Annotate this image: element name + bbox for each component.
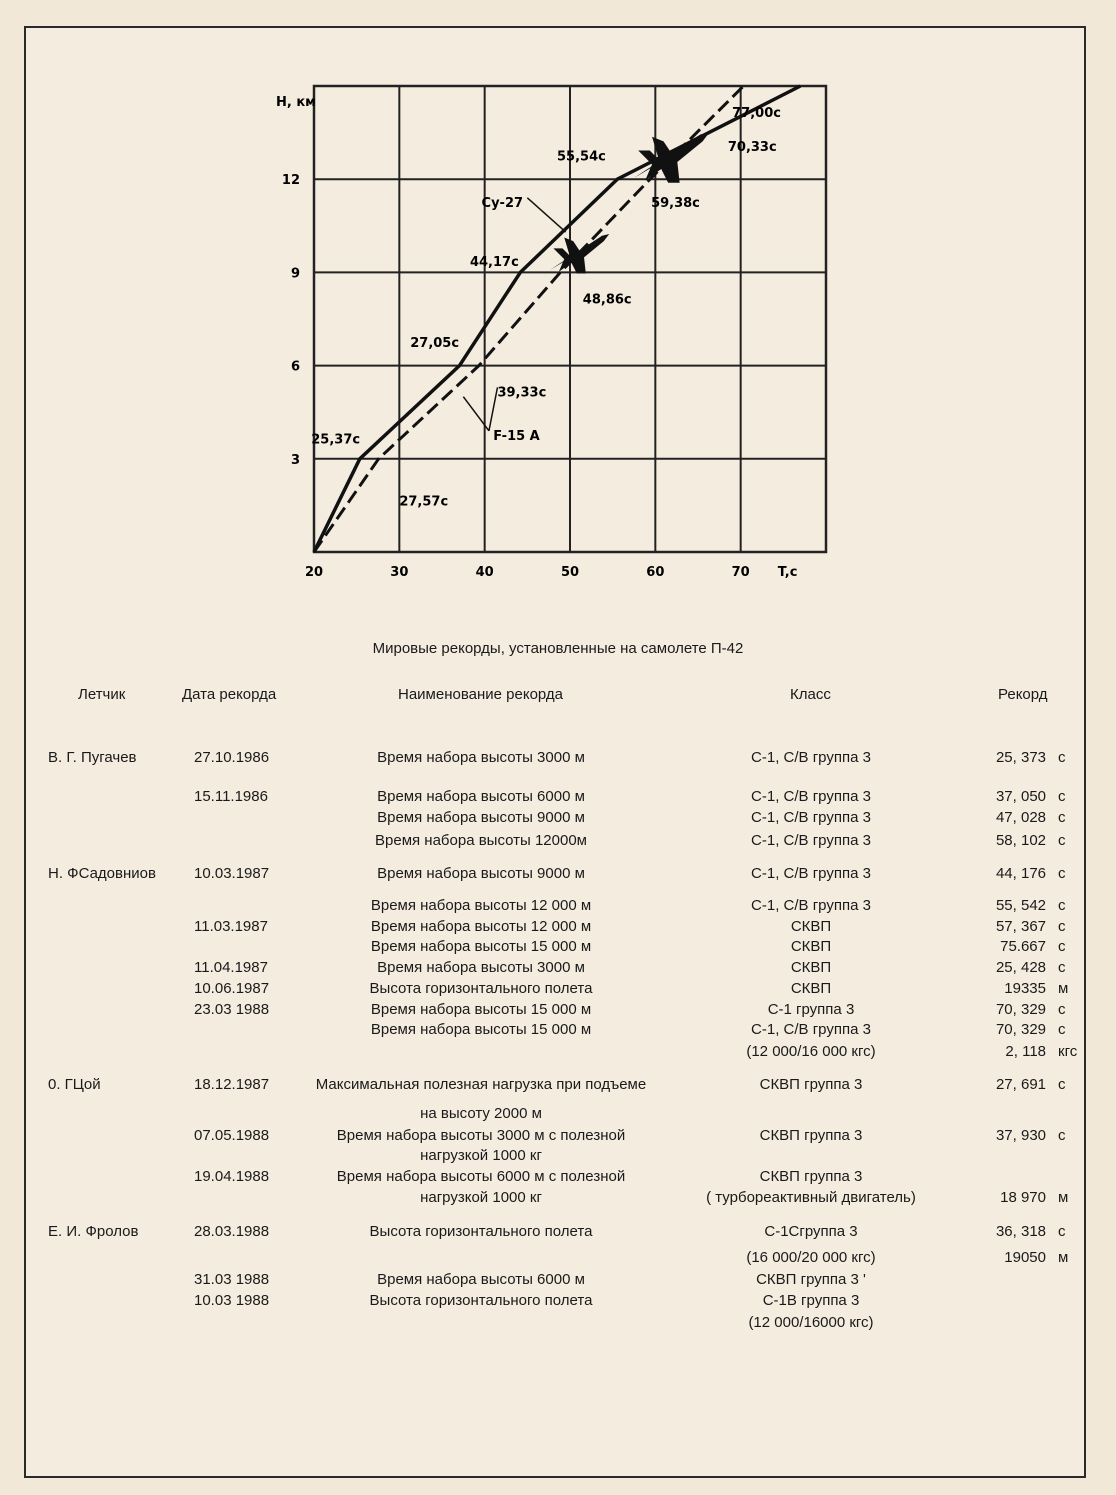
cell-record-value: 44, 176 (995, 865, 1046, 882)
cell-class: С-1, С/В группа 3 (751, 749, 871, 766)
header-pilot: Летчик (78, 686, 126, 703)
cell-date: 31.03 1988 (194, 1271, 270, 1288)
cell-record-value: 25, 373 (995, 749, 1046, 766)
cell-record-value: 18 970 (1000, 1189, 1046, 1206)
cell-record-unit: м (1058, 1249, 1069, 1266)
cell-record-name: Время набора высоты 12 000 м (370, 897, 592, 914)
y-tick-label: 6 (290, 359, 300, 375)
cell-class: С-1, С/В группа 3 (751, 1021, 871, 1038)
cell-date: 23.03 1988 (194, 1001, 270, 1018)
cell-record-value: 19050 (1004, 1249, 1046, 1266)
cell-record-unit: с (1058, 1021, 1066, 1038)
cell-pilot: Н. ФСадовниов (48, 865, 156, 882)
header-name: Наименование рекорда (398, 686, 563, 703)
chart-annotation: 25,37с (311, 432, 361, 448)
cell-class: СКВП (790, 980, 832, 997)
header-date: Дата рекорда (182, 686, 277, 703)
chart-annotation: 27,57с (399, 494, 449, 510)
cell-record-unit: с (1058, 959, 1066, 976)
cell-record-name: Время набора высоты 3000 м (377, 959, 585, 976)
cell-record-value: 70, 329 (995, 1021, 1046, 1038)
cell-record-name: на высоту 2000 м (420, 1105, 542, 1122)
cell-record-value: 55, 542 (995, 897, 1046, 914)
x-tick-label: 20 (304, 565, 324, 580)
cell-record-name: Время набора высоты 6000 м (377, 1271, 585, 1288)
y-axis-label: H, км (276, 95, 316, 110)
cell-record-unit: с (1058, 897, 1066, 914)
cell-class: СКВП (790, 918, 832, 935)
cell-class: ( турбореактивный двигатель) (706, 1189, 916, 1206)
cell-date: 18.12.1987 (194, 1076, 270, 1093)
cell-record-unit: с (1058, 1127, 1066, 1144)
cell-record-name: Высота горизонтального полета (369, 1292, 593, 1309)
x-tick-label: 70 (731, 565, 750, 580)
cell-date: 07.05.1988 (194, 1127, 270, 1144)
cell-record-unit: с (1058, 788, 1066, 805)
cell-record-name: Время набора высоты 12000м (375, 832, 587, 849)
cell-class: С-1, С/В группа 3 (751, 865, 871, 882)
cell-record-value: 75.667 (1000, 938, 1046, 955)
cell-record-name: Время набора высоты 3000 м (377, 749, 585, 766)
cell-record-name: нагрузкой 1000 кг (420, 1189, 542, 1206)
y-tick-label: 12 (281, 173, 300, 189)
cell-record-name: Время набора высоты 6000 м с полезной (336, 1168, 626, 1185)
cell-record-name: Время набора высоты 9000 м (377, 809, 585, 826)
cell-class: СКВП группа 3 (759, 1168, 863, 1185)
cell-class: СКВП (790, 959, 832, 976)
chart-annotation: 77,00с (732, 106, 781, 122)
chart-annotation: 44,17с (469, 255, 519, 271)
cell-class: С-1, С/В группа 3 (751, 832, 871, 849)
cell-record-unit: м (1058, 1189, 1069, 1206)
cell-record-unit: с (1058, 1223, 1066, 1240)
cell-record-name: Время набора высоты 15 000 м (370, 938, 592, 955)
cell-record-name: Время набора высоты 3000 м с полезной (336, 1127, 626, 1144)
cell-class: СКВП группа 3 ' (756, 1271, 866, 1288)
cell-class: (12 000/16000 кгс) (748, 1314, 874, 1331)
cell-record-name: Время набора высоты 6000 м (377, 788, 585, 805)
cell-date: 19.04.1988 (194, 1168, 270, 1185)
cell-record-name: Время набора высоты 9000 м (377, 865, 585, 882)
x-tick-label: 30 (390, 565, 409, 580)
x-axis-label: T,c (777, 565, 798, 580)
climb-chart (270, 70, 850, 610)
chart-svg (270, 70, 850, 610)
x-tick-label: 40 (475, 565, 494, 580)
chart-annotation: F-15 A (493, 429, 540, 445)
cell-date: 27.10.1986 (194, 749, 270, 766)
cell-pilot: 0. ГЦой (48, 1076, 101, 1093)
cell-record-unit: с (1058, 809, 1066, 826)
cell-class: С-1Сгруппа 3 (764, 1223, 858, 1240)
cell-pilot: В. Г. Пугачев (48, 749, 137, 766)
cell-record-value: 27, 691 (995, 1076, 1046, 1093)
cell-record-unit: с (1058, 865, 1066, 882)
chart-annotation: 48,86с (582, 292, 632, 308)
cell-record-unit: с (1058, 832, 1066, 849)
cell-record-unit: с (1058, 918, 1066, 935)
header-class: Класс (790, 686, 831, 703)
cell-record-value: 19335 (1004, 980, 1046, 997)
cell-class: (16 000/20 000 кгс) (746, 1249, 876, 1266)
x-tick-label: 60 (646, 565, 665, 580)
cell-record-unit: кгс (1058, 1043, 1078, 1060)
cell-record-name: Время набора высоты 15 000 м (370, 1001, 592, 1018)
cell-class: С-1, С/В группа 3 (751, 788, 871, 805)
cell-pilot: Е. И. Фролов (48, 1223, 139, 1240)
chart-annotation: 59,38с (651, 196, 700, 212)
cell-class: С-1, С/В группа 3 (751, 809, 871, 826)
cell-record-name: Время набора высоты 15 000 м (370, 1021, 592, 1038)
chart-annotation: 70,33с (727, 140, 777, 156)
cell-date: 10.06.1987 (194, 980, 270, 997)
cell-record-value: 70, 329 (995, 1001, 1046, 1018)
aircraft-icon (550, 234, 609, 274)
cell-class: СКВП группа 3 (759, 1127, 863, 1144)
cell-date: 15.11.1986 (194, 788, 268, 805)
cell-class: СКВП группа 3 (759, 1076, 863, 1093)
cell-record-unit: с (1058, 1076, 1066, 1093)
cell-record-unit: м (1058, 980, 1069, 997)
chart-annotation: 55,54с (557, 149, 606, 165)
cell-record-name: Высота горизонтального полета (369, 1223, 593, 1240)
cell-record-value: 37, 930 (995, 1127, 1046, 1144)
cell-record-value: 2, 118 (1005, 1043, 1046, 1060)
cell-class: СКВП (790, 938, 832, 955)
aircraft-icon (634, 132, 710, 183)
y-tick-label: 3 (290, 452, 300, 468)
chart-annotation: Су-27 (481, 196, 524, 212)
x-tick-label: 50 (560, 565, 580, 580)
header-record: Рекорд (998, 686, 1048, 703)
cell-record-name: нагрузкой 1000 кг (420, 1147, 542, 1164)
cell-record-value: 47, 028 (995, 809, 1046, 826)
cell-record-name: Максимальная полезная нагрузка при подъеме (315, 1076, 647, 1093)
cell-class: (12 000/16 000 кгс) (746, 1043, 876, 1060)
cell-date: 11.04.1987 (194, 959, 268, 976)
cell-date: 10.03 1988 (194, 1292, 270, 1309)
cell-record-name: Время набора высоты 12 000 м (370, 918, 592, 935)
cell-record-value: 25, 428 (995, 959, 1046, 976)
cell-record-name: Высота горизонтального полета (369, 980, 593, 997)
cell-date: 10.03.1987 (194, 865, 270, 882)
chart-annotation: 39,33с (497, 385, 547, 401)
cell-date: 11.03.1987 (194, 918, 268, 935)
leader-line (527, 198, 565, 232)
chart-annotation: 27,05с (410, 335, 460, 351)
cell-record-value: 36, 318 (995, 1223, 1046, 1240)
cell-record-unit: с (1058, 749, 1066, 766)
cell-class: С-1В группа 3 (762, 1292, 860, 1309)
cell-class: С-1 группа 3 (767, 1001, 855, 1018)
leader-line (489, 387, 498, 430)
table-caption: Мировые рекорды, установленные на самолете П-42 (372, 640, 744, 657)
cell-class: С-1, С/В группа 3 (751, 897, 871, 914)
y-tick-label: 9 (290, 266, 300, 282)
cell-record-unit: с (1058, 1001, 1066, 1018)
cell-date: 28.03.1988 (194, 1223, 270, 1240)
cell-record-value: 58, 102 (995, 832, 1046, 849)
cell-record-value: 37, 050 (995, 788, 1046, 805)
cell-record-value: 57, 367 (995, 918, 1046, 935)
cell-record-unit: с (1058, 938, 1066, 955)
